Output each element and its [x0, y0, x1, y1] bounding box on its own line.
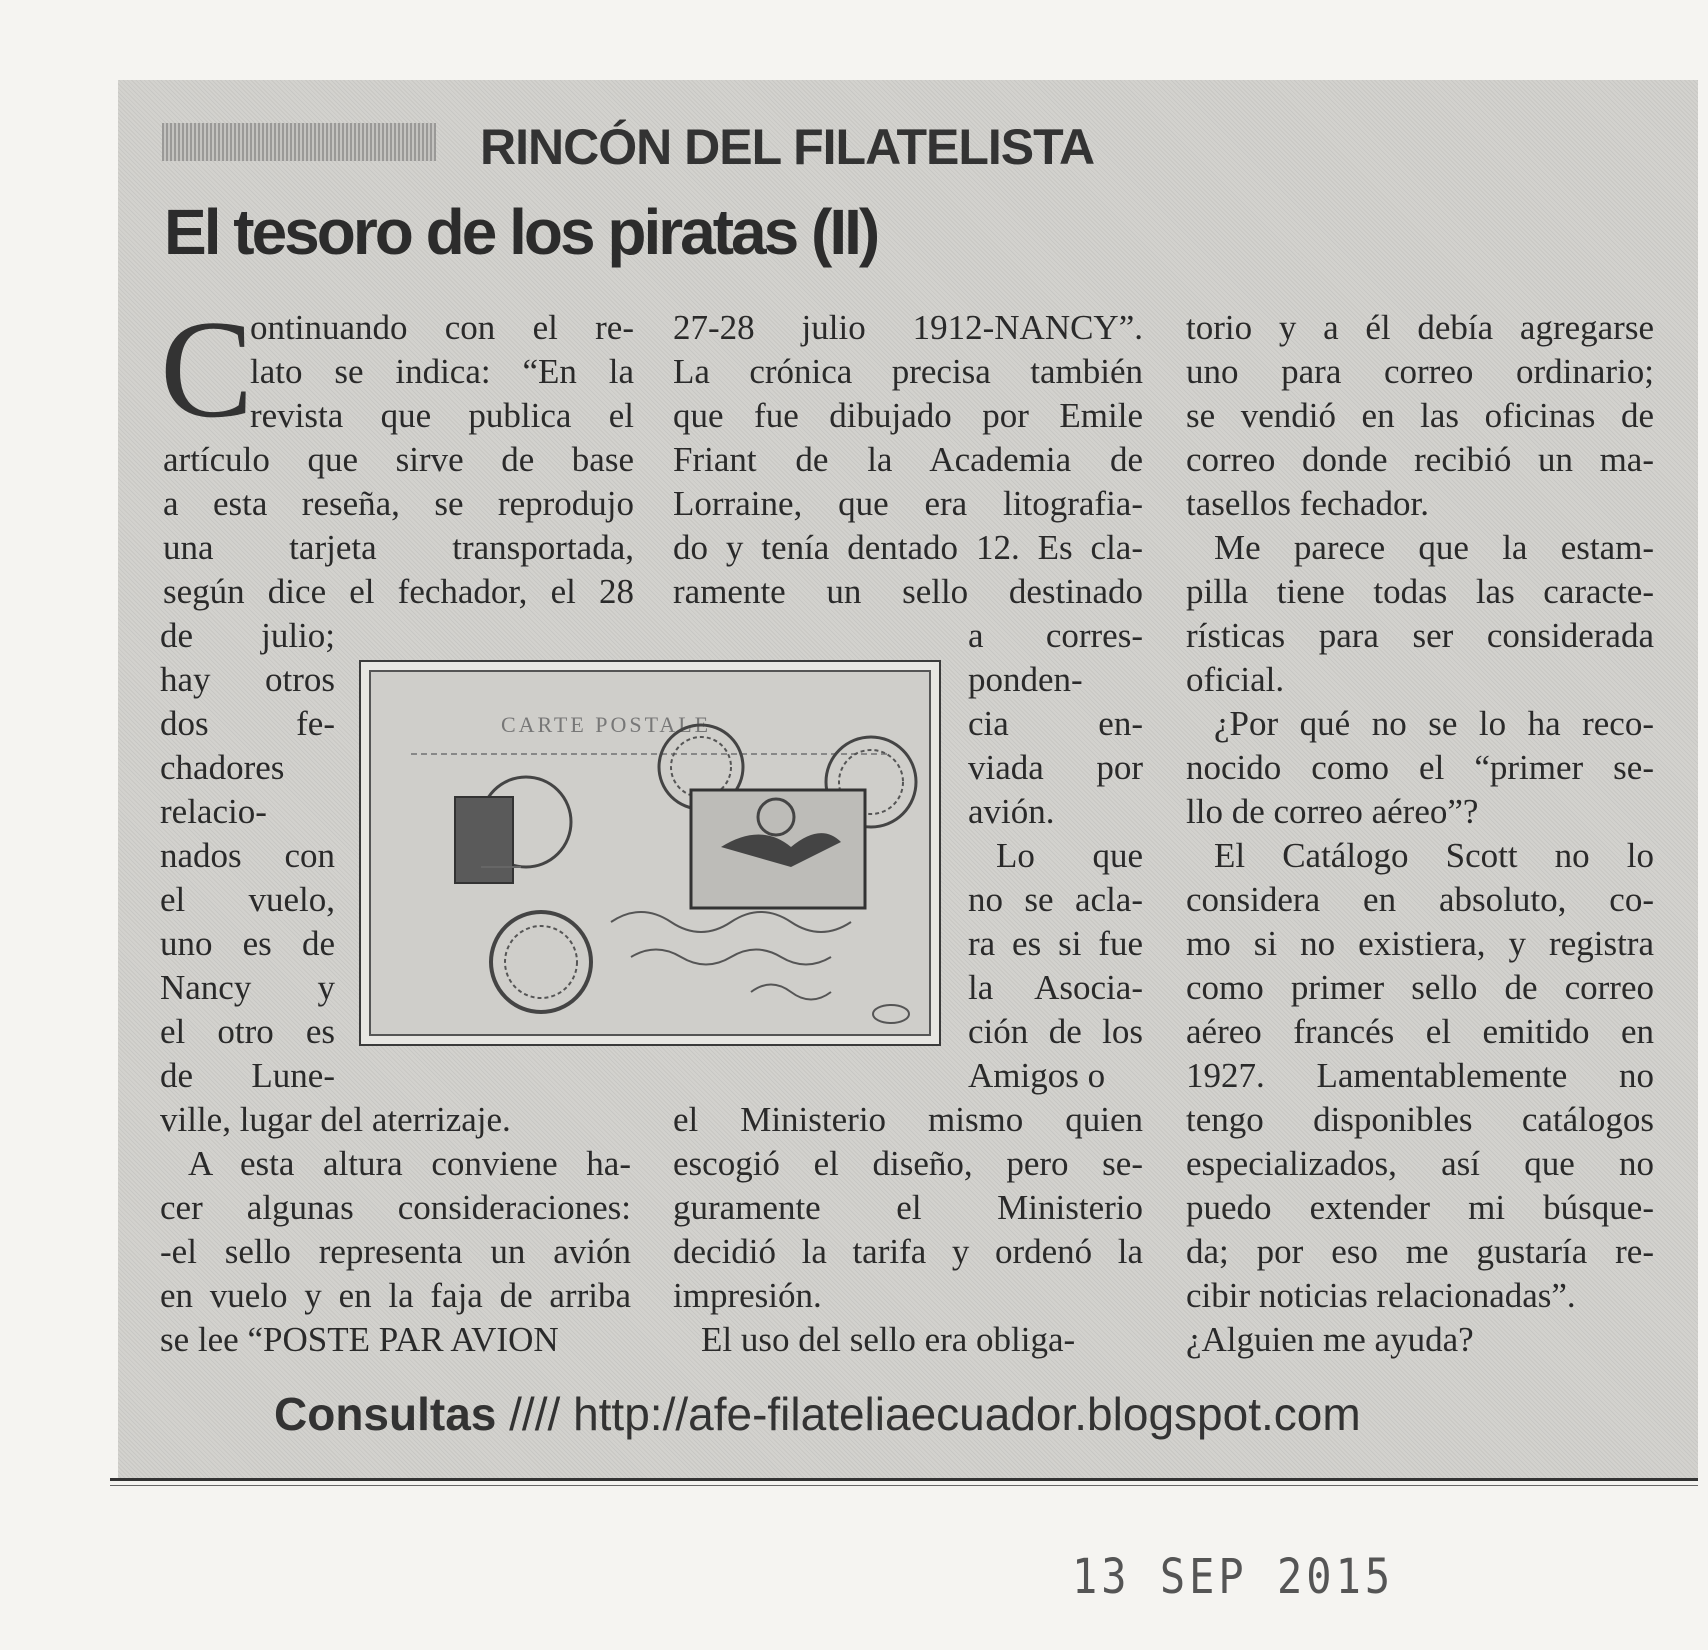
text-line: hay otros — [160, 660, 335, 699]
text-line: ción de los — [968, 1012, 1143, 1051]
text-line: de julio; — [160, 616, 335, 655]
text-line: El Catálogo Scott no lo — [1214, 836, 1654, 875]
divider-rule — [110, 1478, 1698, 1481]
text-line: como primer sello de correo — [1186, 968, 1654, 1007]
text-line: el otro es — [160, 1012, 335, 1051]
footer-url[interactable]: http://afe-filateliaecuador.blogspot.com — [573, 1388, 1361, 1440]
divider-rule — [110, 1485, 1698, 1486]
text-line: avión. — [968, 792, 1055, 831]
text-line: aéreo francés el emitido en — [1186, 1012, 1654, 1051]
postcard-photo — [359, 660, 941, 1046]
text-line: ontinuando con el re- — [250, 308, 634, 347]
drop-cap: C — [160, 292, 254, 447]
section-decor-bar — [162, 123, 436, 161]
text-line: nocido como el “primer se- — [1186, 748, 1654, 787]
text-line: Lo que — [996, 836, 1143, 875]
text-line: ¿Alguien me ayuda? — [1186, 1320, 1474, 1359]
text-line: Friant de la Academia de — [673, 440, 1143, 479]
text-line: especializados, así que no — [1186, 1144, 1654, 1183]
text-line: la Asocia- — [968, 968, 1143, 1007]
text-line: revista que publica el — [250, 396, 634, 435]
text-line: do y tenía dentado 12. Es cla- — [673, 528, 1143, 567]
text-line: en vuelo y en la faja de arriba — [160, 1276, 631, 1315]
text-line: da; por eso me gustaría re- — [1186, 1232, 1654, 1271]
text-line: el vuelo, — [160, 880, 335, 919]
text-line: -el sello representa un avión — [160, 1232, 631, 1271]
text-line: nados con — [160, 836, 335, 875]
text-line: A esta altura conviene ha- — [188, 1144, 631, 1183]
text-line: cia en- — [968, 704, 1143, 743]
text-line: que fue dibujado por Emile — [673, 396, 1143, 435]
text-line: ra es si fue — [968, 924, 1143, 963]
text-line: decidió la tarifa y ordenó la — [673, 1232, 1143, 1271]
text-line: puedo extender mi búsque- — [1186, 1188, 1654, 1227]
footer-label: Consultas — [274, 1388, 497, 1440]
text-line: tasellos fechador. — [1186, 484, 1429, 523]
footer-separator: //// — [509, 1388, 561, 1440]
text-line: lato se indica: “En la — [250, 352, 634, 391]
section-title: RINCÓN DEL FILATELISTA — [480, 119, 1095, 175]
text-line: La crónica precisa también — [673, 352, 1143, 391]
text-line: el Ministerio mismo quien — [673, 1100, 1143, 1139]
text-line: se vendió en las oficinas de — [1186, 396, 1654, 435]
text-line: relacio- — [160, 792, 267, 831]
text-line: oficial. — [1186, 660, 1285, 699]
text-line: tengo disponibles catálogos — [1186, 1100, 1654, 1139]
text-line: dos fe- — [160, 704, 335, 743]
text-line: 1927. Lamentablemente no — [1186, 1056, 1654, 1095]
text-line: a corres- — [968, 616, 1143, 655]
text-line: 27-28 julio 1912-NANCY”. — [673, 308, 1143, 347]
text-line: cibir noticias relacionadas”. — [1186, 1276, 1576, 1315]
text-line: Lorraine, que era litografia- — [673, 484, 1143, 523]
postcard-header: CARTE POSTALE — [501, 712, 712, 737]
text-line: chadores — [160, 748, 285, 787]
text-line: impresión. — [673, 1276, 822, 1315]
text-line: El uso del sello era obliga- — [701, 1320, 1076, 1359]
text-line: de Lune- — [160, 1056, 335, 1095]
text-line: correo donde recibió un ma- — [1186, 440, 1654, 479]
text-line: uno para correo ordinario; — [1186, 352, 1654, 391]
stamp-icon — [455, 797, 513, 883]
text-line: rísticas para ser considerada — [1186, 616, 1654, 655]
text-line: ville, lugar del aterrizaje. — [160, 1100, 511, 1139]
handwriting-icon — [611, 912, 851, 932]
text-line: cer algunas consideraciones: — [160, 1188, 631, 1227]
text-line: uno es de — [160, 924, 335, 963]
footer — [274, 1387, 1361, 1441]
text-line: ramente un sello destinado — [673, 572, 1143, 611]
text-line: escogió el diseño, pero se- — [673, 1144, 1143, 1183]
text-line: según dice el fechador, el 28 — [163, 572, 634, 611]
text-line: Nancy y — [160, 968, 335, 1007]
text-line: torio y a él debía agregarse — [1186, 308, 1654, 347]
text-line: Me parece que la estam- — [1214, 528, 1654, 567]
headline: El tesoro de los piratas (II) — [164, 196, 878, 268]
text-line: mo si no existiera, y registra — [1186, 924, 1654, 963]
text-line: guramente el Ministerio — [673, 1188, 1143, 1227]
text-line: a esta reseña, se reprodujo — [163, 484, 634, 523]
date-stamp: 13 SEP 2015 — [1072, 1548, 1395, 1605]
text-line: viada por — [968, 748, 1143, 787]
text-line: considera en absoluto, co- — [1186, 880, 1654, 919]
text-line: pilla tiene todas las caracte- — [1186, 572, 1654, 611]
text-line: no se acla- — [968, 880, 1143, 919]
text-line: se lee “POSTE PAR AVION — [160, 1320, 559, 1359]
text-line: una tarjeta transportada, — [163, 528, 634, 567]
text-line: ¿Por qué no se lo ha reco- — [1214, 704, 1654, 743]
text-line: artículo que sirve de base — [163, 440, 634, 479]
text-line: Amigos o — [968, 1056, 1106, 1095]
text-line: ponden- — [968, 660, 1083, 699]
text-line: llo de correo aéreo”? — [1186, 792, 1479, 831]
